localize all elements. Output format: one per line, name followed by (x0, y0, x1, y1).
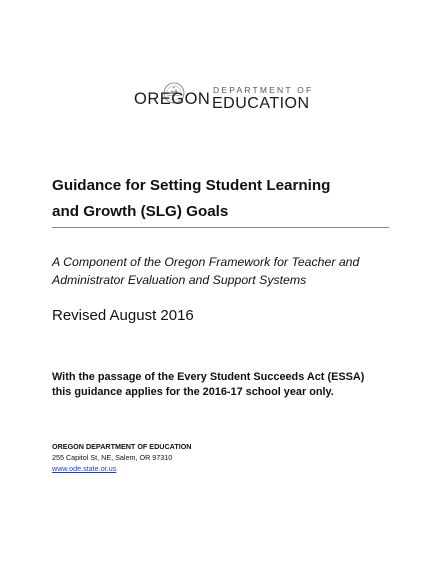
essa-notice (52, 370, 392, 400)
logo-oregon-text: OREGON (134, 90, 211, 108)
title-divider (52, 227, 389, 228)
website-link[interactable]: www.ode.state.or.us (52, 464, 117, 473)
subtitle-line-1: A Component of the Oregon Framework for Teacher and (52, 255, 360, 269)
logo-education-text: EDUCATION (212, 95, 310, 112)
subtitle-line-2: Administrator Evaluation and Support Systems (52, 273, 307, 287)
ode-logo (134, 82, 314, 118)
address-org: OREGON DEPARTMENT OF EDUCATION (52, 442, 192, 451)
document-subtitle (52, 253, 397, 289)
title-line-2: and Growth (SLG) Goals (52, 203, 229, 220)
essa-notice-line-1: With the passage of the Every Student Succeeds Act (ESSA) (52, 371, 365, 383)
address-block (52, 441, 192, 474)
document-title (52, 173, 392, 225)
title-line-1: Guidance for Setting Student Learning (52, 177, 331, 194)
revision-date: Revised August 2016 (52, 307, 194, 324)
address-street: 255 Capitol St, NE, Salem, OR 97310 (52, 453, 173, 462)
essa-notice-line-2: this guidance applies for the 2016-17 school year only. (52, 386, 334, 398)
logo-department-of-text: DEPARTMENT OF (213, 85, 314, 95)
